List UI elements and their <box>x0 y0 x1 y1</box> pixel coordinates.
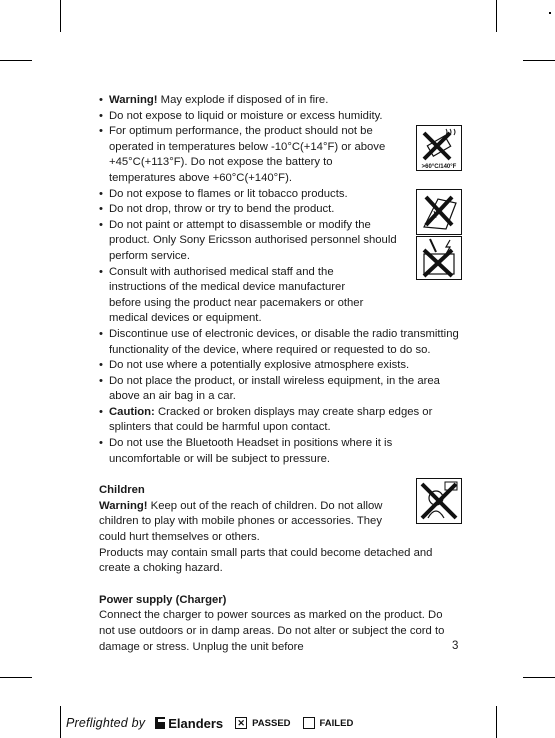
crop-mark <box>496 0 497 32</box>
passed-label: PASSED <box>252 717 291 729</box>
power-heading: Power supply (Charger) <box>99 593 227 606</box>
elanders-brand-text: Elanders <box>168 715 224 731</box>
list-item: • Warning! May explode if disposed of in fire. <box>99 93 459 109</box>
crop-mark <box>60 706 61 738</box>
elanders-logo-icon <box>155 717 165 729</box>
passed-status <box>235 717 290 729</box>
crop-mark <box>523 60 555 61</box>
page-content <box>99 93 459 655</box>
list-item: • Do not place the product, or install wireless equipment, in the area above an air bag in a car. <box>99 374 459 405</box>
registration-dot <box>549 12 551 14</box>
crop-mark <box>523 677 555 678</box>
preflighted-by-label: Preflighted by <box>66 716 146 730</box>
list-item: • Do not use the Bluetooth Headset in positions where it is uncomfortable or will be subject to pressure. <box>99 436 459 467</box>
list-item: • Discontinue use of electronic devices, or disable the radio transmitting functionality of the device, where required or requested to do so. <box>99 327 459 358</box>
elanders-logo <box>155 716 223 731</box>
list-item-text-narrow: • Consult with authorised medical staff and the instructions of the medical device manufacturer before using the product near pacemakers or other medical devices or equipment. <box>109 265 364 325</box>
crop-mark <box>496 706 497 738</box>
list-item: • Do not use where a potentially explosive atmosphere exists. <box>99 358 459 374</box>
children-heading: Children <box>99 484 145 497</box>
list-item: • Do not paint or attempt to disassemble or modify the product. Only Sony Ericsson authorised personnel should perform service. <box>99 218 409 265</box>
children-paragraph: Products may contain small parts that could become detached and create a choking hazard. <box>99 546 433 575</box>
list-item: • Do not drop, throw or try to bend the product. <box>99 202 459 218</box>
passed-checkbox: ✕ <box>235 717 247 729</box>
list-item: • Do not expose to liquid or moisture or excess humidity. <box>99 109 459 125</box>
no-battery-tamper-icon <box>416 236 462 280</box>
list-item: • Do not expose to flames or lit tobacco products. <box>99 187 459 203</box>
children-warning: Warning! Keep out of the reach of children. Do not allow children to play with mobile phones or accessories. They could hurt themselves or others. <box>99 499 383 544</box>
failed-checkbox <box>303 717 315 729</box>
crop-mark <box>0 677 32 678</box>
no-disassemble-icon <box>416 189 462 235</box>
failed-status <box>303 717 354 729</box>
power-paragraph: Connect the charger to power sources as marked on the product. Do not use outdoors or in damp areas. Do not alter or subject the cord to damage or stress. Unplug the unit before <box>99 609 445 653</box>
failed-label: FAILED <box>319 717 354 729</box>
list-item: • Caution: Cracked or broken displays may create sharp edges or splinters that could be harmful upon contact. <box>99 405 459 436</box>
page-number: 3 <box>452 640 459 652</box>
heat-warning-icon <box>416 125 462 171</box>
keep-from-children-icon <box>416 478 462 524</box>
crop-mark <box>0 60 32 61</box>
safety-list <box>99 93 459 467</box>
list-item: • For optimum performance, the product should not be operated in temperatures below -10°C(+14°F) or above +45°C(+113°F). Do not expose the battery to temperatures above +60°C(+140°F). <box>99 124 399 186</box>
preflight-footer <box>66 713 353 733</box>
list-item <box>99 265 459 327</box>
crop-mark <box>60 0 61 32</box>
heat-icon-label: >60°C/140°F <box>421 164 457 170</box>
